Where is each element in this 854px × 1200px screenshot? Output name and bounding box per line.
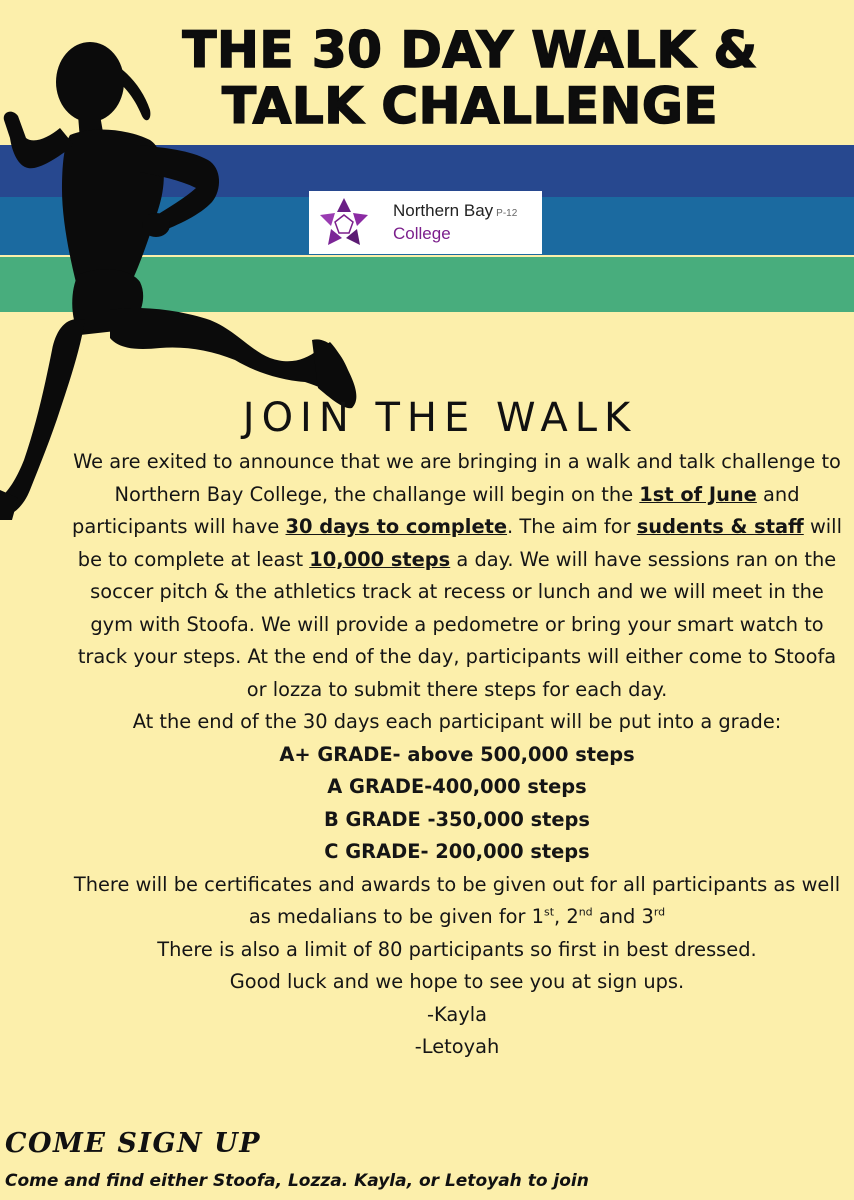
participant-limit: There is also a limit of 80 participants so first in best dressed. [157,937,757,961]
poster-title [150,22,790,134]
college-logo-icon [315,195,373,251]
grade-a: A GRADE-400,000 steps [327,775,587,798]
sign-up-heading: COME SIGN UP [5,1128,261,1159]
signature-letoyah: -Letoyah [414,1035,500,1058]
grade-a-plus: A+ GRADE- above 500,000 steps [279,742,635,766]
closing-message: Good luck and we hope to see you at sign ups. [229,970,685,993]
awards-sup-2: nd [578,905,593,919]
signature-kayla: -Kayla [427,1002,487,1026]
title-line-1: THE 30 DAY WALK & [182,21,758,79]
grade-b: B GRADE -350,000 steps [324,807,590,831]
announcement-mid3: will be to complete at least [77,515,842,571]
sign-up-subtext: Come and find either Stoofa, Lozza. Kayla, or Letoyah to join [5,1171,589,1191]
challenge-audience: sudents & staff [636,515,804,538]
join-heading: JOIN THE WALK [242,395,638,441]
grade-c: C GRADE- 200,000 steps [324,840,590,863]
title-line-2: TALK CHALLENGE [221,77,719,135]
start-date: 1st of June [639,482,757,506]
announcement-rest: a day. We will have sessions ran on the soccer pitch & the athletics track at recess or lunch and we will meet in the gym with Stoofa. We will provide a pedometre or bring your smart watch to track your steps. At the end of the day, participants will either come to Stoofa or lozza to submit there steps for each day. [77,547,837,701]
logo-suffix: P-12 [496,208,518,219]
announcement-paragraph [70,446,844,706]
announcement-body [70,446,844,1064]
college-logo [309,191,542,254]
logo-college-text: College [393,224,451,243]
announcement-lead: We are exited to announce that we are bringing in a walk and talk challenge to Northern Bay College, the challange will begin on the [73,450,841,506]
logo-school-name: Northern Bay P-12 [393,201,518,220]
awards-sup-1: st [543,905,555,919]
challenge-duration: 30 days to complete [285,515,508,538]
announcement-mid2: . The aim for [507,515,631,538]
daily-step-target: 10,000 steps [309,547,451,571]
awards-sup-3: rd [653,905,666,919]
grading-intro: At the end of the 30 days each participant will be put into a grade: [132,710,782,733]
awards-text: There will be certificates and awards to be given out for all participants as well as medalians to be given for 1st, 2nd and 3rd [73,872,841,928]
announcement-mid1: and participants will have [72,482,800,538]
